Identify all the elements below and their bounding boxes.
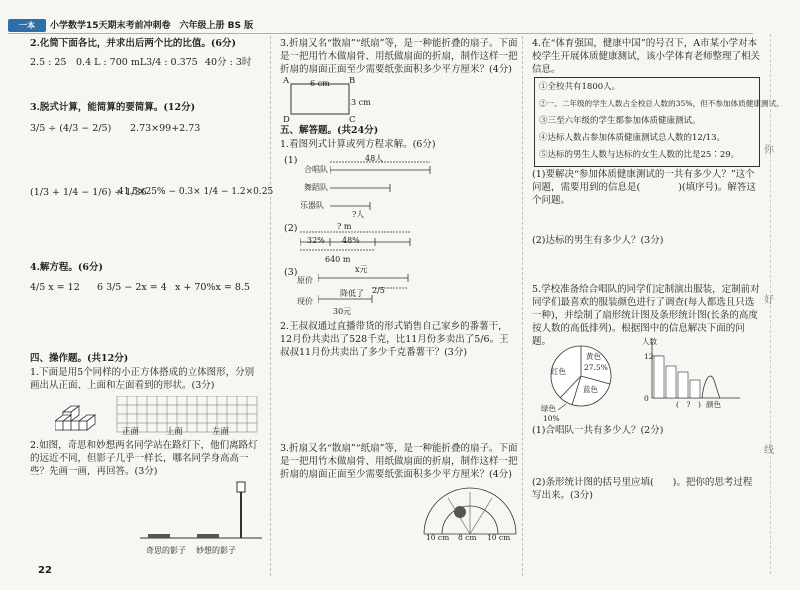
q2-item-3: 3/4 : 0.375	[146, 57, 198, 68]
rect-width: 3 cm	[351, 98, 371, 107]
q4-eq-2: 6 3/5 − 2x = 4	[97, 282, 167, 293]
mid-q3: 3.折扇又名“散扇”“纸扇”等，是一种能折叠的扇子。下面是一把用竹木做扇骨、用纸做扇面的折扇，制作这样一把折扇的扇面正面至少需要纸张面积多少平方厘米？(4分)	[280, 38, 518, 75]
segment-diagram-3	[318, 270, 418, 310]
shadow-label-qisi: 奇思的影子	[146, 546, 186, 555]
q3-row1-b: 2.73×99+2.73	[130, 123, 201, 134]
q2-item-4: 40分 : 3时	[205, 57, 252, 68]
d2-top: ? m	[337, 222, 352, 231]
pie-yellow-pct: 27.5%	[584, 363, 608, 372]
q2-item-1: 2.5 : 25	[30, 57, 67, 68]
right-q5: 5.学校准备给合唱队的同学们定制演出服装，定制前对同学们最喜欢的服装颜色进行了调查(每人都选且只选一种)，并绘制了扇形统计图及条形统计图(长条的高度按人数的高低排列)。根据图中的信息解决下面的问题。	[532, 284, 760, 347]
q4-eq-1: 4/5 x = 12	[30, 282, 80, 293]
d1-row3: 乐器队	[300, 201, 324, 210]
q3-row2-a: (1/3 + 1/4 − 1/6) ÷ 1/36	[30, 187, 147, 198]
page-header	[0, 0, 800, 31]
d2-num: (2)	[284, 223, 298, 234]
qisi-shadow	[148, 534, 170, 538]
q3-row1-a: 3/5 ÷ (4/3 − 2/5)	[30, 123, 112, 134]
bird-icon	[454, 506, 466, 518]
q4-eq-3: x + 70%x = 8.5	[175, 282, 250, 293]
sec4-title: 四、操作题。(共12分)	[30, 353, 129, 364]
page-number: 22	[38, 565, 52, 576]
pie-green-pct: 10%	[543, 414, 560, 423]
fan-question: 3.折扇又名“散扇”“纸扇”等，是一种能折叠的扇子。下面是一把用竹木做扇骨、用纸做扇面的折扇，制作这样一把折扇的扇面正面至少需要纸张面积多少平方厘米？(4分)	[280, 443, 518, 480]
shadow-label-miaoxiang: 妙想的影子	[196, 546, 236, 555]
segment-diagram-2	[300, 226, 420, 256]
segment-diagram-1	[330, 158, 440, 213]
point-c: C	[349, 115, 356, 125]
mid-q2: 2.王叔叔通过直播带货的形式销售自己家乡的番薯干，12月份共卖出了528千克，比11月份多卖出了5/6。王叔叔11月份共卖出了多少千克番薯干？(3分)	[280, 321, 509, 358]
side-mark-3: 线	[764, 445, 774, 456]
q3-title: 3.脱式计算，能简算的要简算。(12分)	[30, 102, 196, 113]
q2-item-2: 0.4 L : 700 mL	[76, 57, 147, 68]
d3-price: x元	[355, 265, 368, 274]
sec5-title: 五、解答题。(共24分)	[280, 125, 379, 136]
sec4-q1: 1.下面是用5个同样的小正方体搭成的立体图形，分别画出从正面、上面和左面看到的形状。(3分)	[30, 367, 255, 391]
d1-num: (1)	[284, 155, 298, 166]
lamp-icon	[237, 482, 245, 492]
pie-red: 红色	[551, 367, 566, 376]
d1-row2: 舞蹈队	[304, 183, 328, 192]
pie-yellow: 黄色	[586, 352, 601, 361]
series-badge: 一本	[8, 19, 46, 32]
info-box	[534, 77, 784, 167]
bar-tick: 12	[644, 352, 654, 361]
point-b: B	[349, 76, 356, 86]
right-q5-1: (1)合唱队一共有多少人？(2分)	[532, 425, 664, 436]
bar-xlabel: 颜色	[706, 400, 721, 409]
info-2: ②一、二年级的学生人数占全校总人数的35%，但不参加体质健康测试。	[539, 99, 784, 108]
d1-question: ?人	[352, 210, 365, 219]
book-title: 小学数学15天期末考前冲刺卷 六年级上册 BS 版	[50, 21, 254, 31]
q2-title: 2.化简下面各比，并求出后两个比的比值。(6分)	[30, 38, 237, 49]
view-label-top: 上面	[166, 427, 184, 437]
d3-bottom: 30元	[333, 307, 352, 316]
pie-green: 绿色	[541, 404, 556, 413]
miaoxiang-shadow	[197, 534, 219, 538]
side-mark-2: 好	[764, 295, 774, 306]
d1-row1: 合唱队	[304, 165, 328, 174]
cubes-and-grid	[55, 396, 260, 438]
streetlight-figure	[140, 478, 265, 548]
view-label-front: 正面	[122, 427, 140, 437]
d2-bottom: 640 m	[325, 255, 351, 264]
view-label-left: 左面	[212, 427, 230, 437]
d2-pct1: 32%	[307, 236, 325, 245]
d3-note: 降低了	[340, 289, 364, 298]
fan-dim-2: 8 cm	[458, 533, 477, 542]
right-q4-1: (1)要解决“参加体质健康测试的一共有多少人？”这个问题，需要用到的信息是( )(填序号)。解答这个问题。	[532, 169, 756, 206]
header-rule	[8, 33, 753, 34]
d3-row1: 原价	[297, 276, 313, 285]
fan-dim-3: 10 cm	[487, 533, 511, 542]
info-4: ④达标人数占参加体质健康测试总人数的12/13。	[539, 133, 725, 143]
rect-length: 6 cm	[310, 79, 330, 88]
d3-fraction: 2/5	[372, 286, 385, 295]
bar-zero: 0	[644, 394, 649, 403]
side-mark-1: 你	[764, 145, 774, 156]
q4-title: 4.解方程。(6分)	[30, 262, 104, 273]
d2-pct2: 48%	[342, 236, 360, 245]
info-5: ⑤达标的男生人数与达标的女生人数的比是25∶29。	[539, 150, 740, 160]
point-a: A	[283, 76, 290, 86]
sec5-q1: 1.看图列式计算或列方程求解。(6分)	[280, 139, 436, 150]
sec4-q2: 2.如图，奇思和妙想两名同学站在路灯下，他们离路灯的远近不同，但影子几乎一样长，哪名同学身高高一些？先画一画，再回答。(3分)	[30, 440, 258, 477]
cube-figure	[55, 406, 95, 430]
d1-total: 48人	[365, 154, 384, 163]
right-q4-2: (2)达标的男生有多少人？(3分)	[532, 235, 664, 246]
bar-ylabel: 人数	[642, 337, 657, 346]
q3-row2-b: 41.5×25% − 0.3× 1/4 − 1.2×0.25	[118, 187, 274, 197]
bar-x-question: ( ? )	[676, 400, 701, 409]
right-q5-2: (2)条形统计图的括号里应填( )。把你的思考过程写出来。(3分)	[532, 477, 753, 501]
column-divider-2	[522, 36, 523, 576]
d3-num: (3)	[284, 267, 298, 278]
info-1: ①全校共有1800人。	[539, 82, 621, 92]
info-3: ③三至六年级的学生都参加体质健康测试。	[539, 116, 701, 126]
fan-dim-1: 10 cm	[426, 533, 450, 542]
d3-row2: 现价	[297, 297, 313, 306]
column-divider-1	[270, 36, 271, 576]
point-d: D	[283, 115, 290, 125]
pie-blue: 蓝色	[583, 385, 598, 394]
right-q4: 4.在“体育强国，健康中国”的号召下，A市某小学对本校学生开展体质健康测试，该小学体育老师整理了相关信息。	[532, 38, 761, 75]
